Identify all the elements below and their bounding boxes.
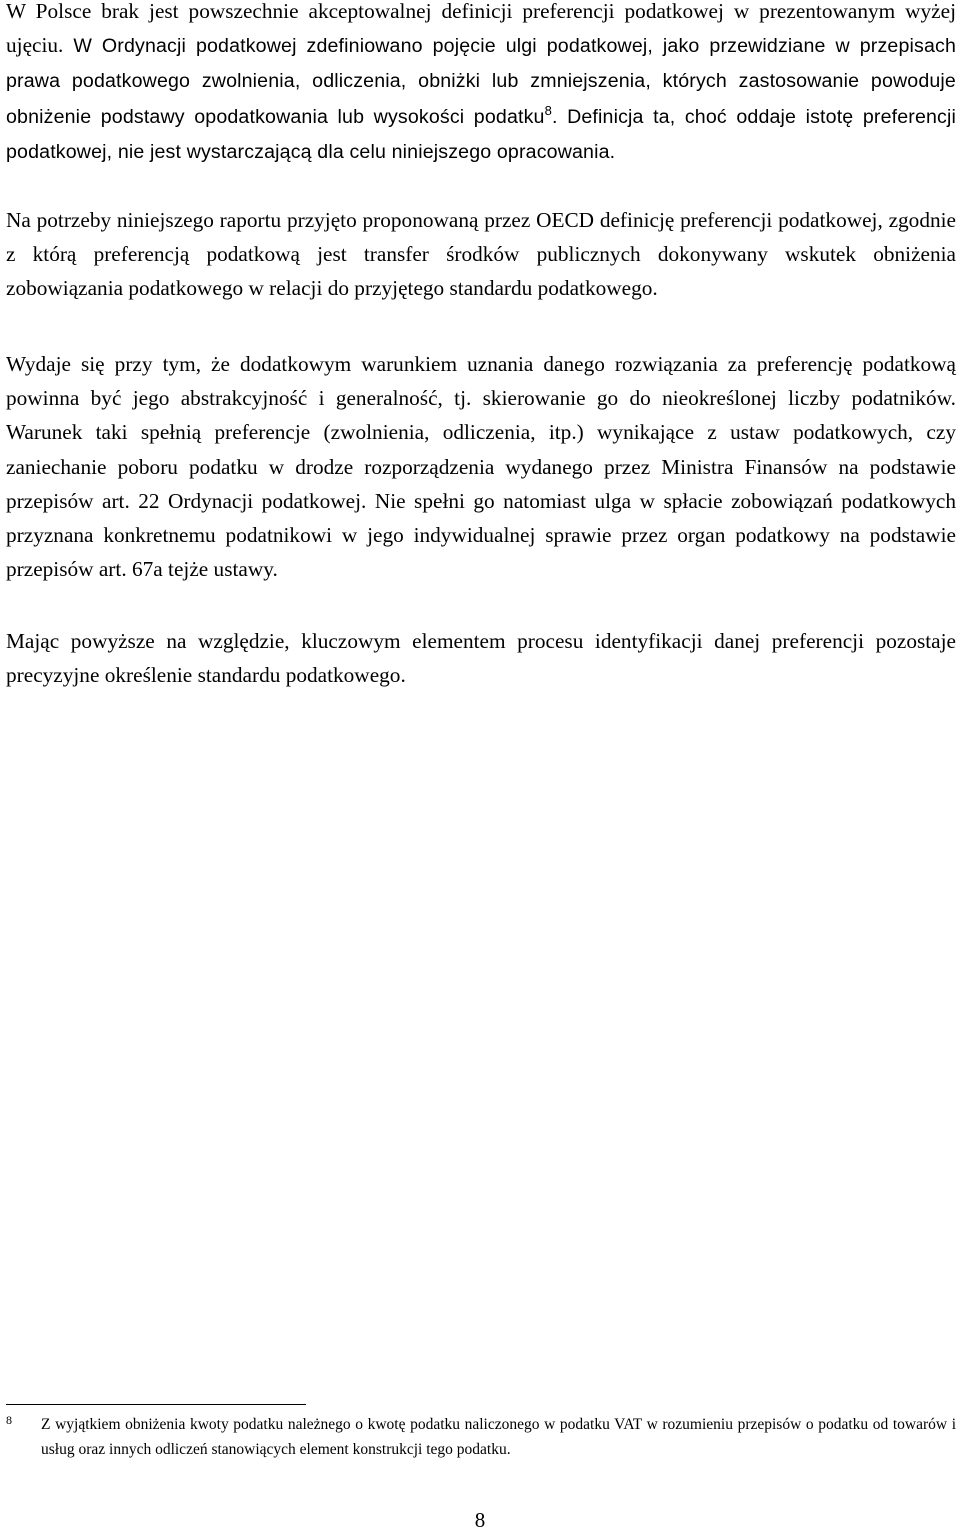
paragraph-tax-preference-definition xyxy=(6,0,956,169)
footnote-separator xyxy=(6,1404,306,1405)
footnote xyxy=(6,1412,956,1462)
paragraph-abstractness-condition: Wydaje się przy tym, że dodatkowym warunkiem uznania danego rozwiązania za preferencję podatkową powinna być jego abstrakcyjność i generalność, tj. skierowanie go do nieokreślonej liczby podatników. Warunek taki spełnią preferencje (zwolnienia, odliczenia, itp.) wynikające z ustaw podatkowych, czy zaniechanie poboru podatku w drodze rozporządzenia wydanego przez Ministra Finansów na podstawie przepisów art. 22 Ordynacji podatkowej. Nie spełni go natomiast ulga w spłacie zobowiązań podatkowych przyznana konkretnemu podatnikowi w jego indywidualnej sprawie przez organ podatkowy na podstawie przepisów art. 67a tejże ustawy. xyxy=(6,352,956,582)
page-number: 8 xyxy=(474,1508,486,1532)
footnote-number: 8 xyxy=(6,1413,12,1427)
paragraph-1-tail: . Definicja ta, choć oddaje istotę preferencji podatkowej, nie jest wystarczającą dla celu niniejszego opracowania. xyxy=(6,105,956,163)
footnote-reference[interactable]: 8 xyxy=(544,102,552,118)
paragraph-1-body: W Ordynacji podatkowej zdefiniowano pojęcie ulgi podatkowej, jako przewidziane w przepisach prawa podatkowego zwolnienia, odliczenia, obniżki lub zmniejszenia, których zastosowanie powoduje obniżenie podstawy opodatkowania lub wysokości podatku xyxy=(6,35,956,128)
paragraph-oecd-definition: Na potrzeby niniejszego raportu przyjęto proponowaną przez OECD definicję preferencji podatkowej, zgodnie z którą preferencją podatkową jest transfer środków publicznych dokonywany wskutek obniżenia zobowiązania podatkowego w relacji do przyjętego standardu podatkowego. xyxy=(6,208,956,301)
paragraph-conclusion: Mając powyższe na względzie, kluczowym elementem procesu identyfikacji danej preferencji pozostaje precyzyjne określenie standardu podatkowego. xyxy=(6,629,956,688)
footnote-text: Z wyjątkiem obniżenia kwoty podatku należnego o kwotę podatku naliczonego w podatku VAT w rozumieniu przepisów o podatku od towarów i usług oraz innych odliczeń stanowiących element konstrukcji tego podatku. xyxy=(41,1416,956,1458)
paragraph-1-lead: W Polsce brak jest powszechnie akceptowalnej definicji preferencji podatkowej w prezentowanym wyżej ujęciu. xyxy=(6,0,956,58)
